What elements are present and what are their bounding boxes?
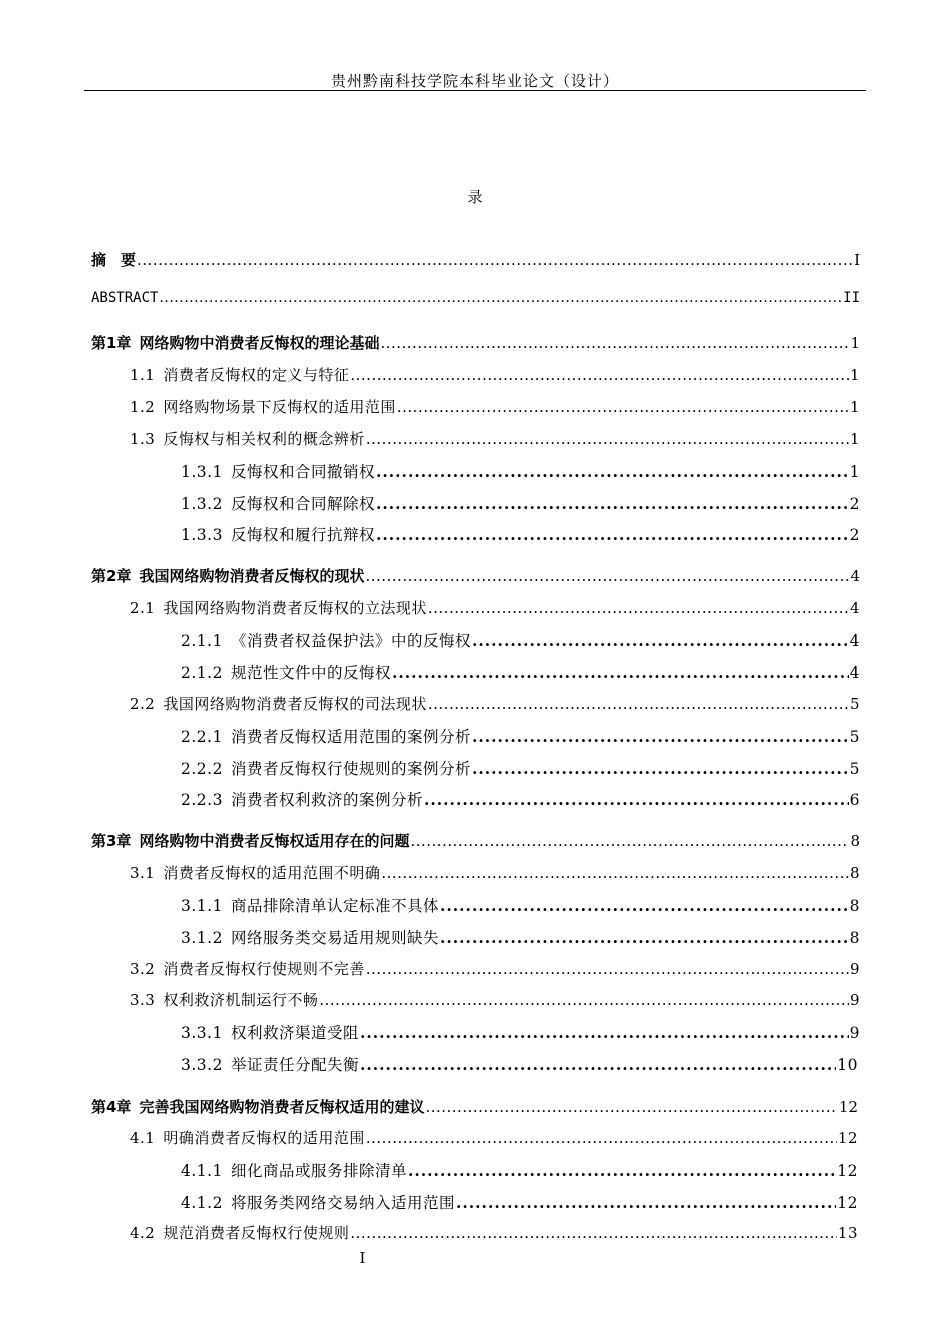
toc-entry-subsection-3-3-1[interactable] <box>181 1021 860 1043</box>
toc-entry-label: 规范性文件中的反悔权 <box>230 664 391 682</box>
toc-entry-section-3-2[interactable] <box>130 958 860 979</box>
toc-leader-dots <box>380 334 849 352</box>
toc-entry-label: 摘 要 <box>91 251 137 269</box>
toc-leader-dots <box>350 1224 837 1242</box>
toc-entry-label: 反悔权和合同撤销权 <box>230 463 375 481</box>
toc-entry-page: 4 <box>849 632 860 650</box>
toc-entry-section-1-1[interactable] <box>130 364 860 385</box>
toc-entry-chapter-1[interactable] <box>91 332 860 353</box>
toc-entry-number: 3.1 <box>130 864 156 882</box>
toc-entry-section-2-1[interactable] <box>130 597 860 618</box>
toc-entry-label: 消费者权利救济的案例分析 <box>230 791 423 809</box>
toc-entry-number: 2.1 <box>130 599 156 617</box>
toc-entry-page: 1 <box>849 366 860 384</box>
toc-entry-page: 12 <box>837 1162 858 1180</box>
toc-entry-subsection-2-1-2[interactable] <box>181 661 860 683</box>
toc-entry-number: 3.3.1 <box>181 1024 223 1042</box>
toc-entry-page: 12 <box>837 1194 858 1212</box>
toc-entry-subsection-1-3-3[interactable] <box>181 523 860 545</box>
toc-entry-label: 反悔权和履行抗辩权 <box>230 526 375 544</box>
toc-entry-label: 网络购物场景下反悔权的适用范围 <box>163 398 396 416</box>
toc-entry-subsection-3-1-2[interactable] <box>181 926 860 948</box>
toc-entry-page: I <box>854 251 860 269</box>
toc-leader-dots <box>159 290 842 306</box>
toc-entry-page: 9 <box>849 991 860 1009</box>
toc-entry-page: 1 <box>849 430 860 448</box>
toc-entry-number: 2.2.3 <box>181 791 223 809</box>
toc-leader-dots <box>392 663 849 682</box>
toc-entry-subsection-3-1-1[interactable] <box>181 894 860 916</box>
toc-entry-page: 9 <box>849 960 860 978</box>
toc-entry-number: 1.3.3 <box>181 526 223 544</box>
toc-entry-number: 1.1 <box>130 366 156 384</box>
toc-leader-dots <box>376 462 849 481</box>
toc-entry-number: 4.1 <box>130 1129 156 1147</box>
toc-entry-label: 网络服务类交易适用规则缺失 <box>230 929 439 947</box>
toc-entry-label: 消费者反悔权的适用范围不明确 <box>163 864 381 882</box>
toc-leader-dots <box>440 928 849 947</box>
toc-entry-section-4-1[interactable] <box>130 1127 858 1148</box>
toc-entry-number: 第3章 <box>91 832 132 850</box>
toc-entry-label: 细化商品或服务排除清单 <box>230 1162 407 1180</box>
toc-entry-number: 3.1.1 <box>181 897 223 915</box>
toc-entry-number: 1.3 <box>130 430 156 448</box>
toc-entry-label: 反悔权和合同解除权 <box>230 495 375 513</box>
toc-entry-page: 10 <box>837 1056 858 1074</box>
toc-leader-dots <box>366 1129 837 1147</box>
toc-leader-dots <box>319 991 849 1009</box>
toc-leader-dots <box>472 631 849 650</box>
toc-entry-chapter-2[interactable] <box>91 565 860 586</box>
toc-leader-dots <box>428 599 849 617</box>
toc-entry-label: 《消费者权益保护法》中的反悔权 <box>230 632 471 650</box>
toc-entry-page: 5 <box>849 760 860 778</box>
toc-entry-section-3-1[interactable] <box>130 862 860 883</box>
toc-entry-number: 4.1.1 <box>181 1162 223 1180</box>
toc-entry-label: 网络购物中消费者反悔权的理论基础 <box>139 334 380 352</box>
toc-entry-number: 2.1.1 <box>181 632 223 650</box>
toc-entry-number: 1.2 <box>130 398 156 416</box>
toc-entry-label: 消费者反悔权行使规则不完善 <box>163 960 365 978</box>
toc-entry-number: 第4章 <box>91 1098 132 1116</box>
toc-entry-number: 2.2 <box>130 695 156 713</box>
toc-leader-dots <box>428 695 849 713</box>
toc-entry-number: 2.2.2 <box>181 760 223 778</box>
toc-entry-page: 8 <box>849 929 860 947</box>
toc-entry-number: 3.3.2 <box>181 1056 223 1074</box>
toc-entry-chapter-3[interactable] <box>91 830 860 851</box>
toc-entry-number: 2.2.1 <box>181 728 223 746</box>
toc-leader-dots <box>350 366 849 384</box>
page-header: 贵州黔南科技学院本科毕业论文（设计） <box>330 72 619 90</box>
toc-entry-label: 完善我国网络购物消费者反悔权适用的建议 <box>139 1098 425 1116</box>
toc-entry-page: 8 <box>849 897 860 915</box>
toc-entry-label: 权利救济机制运行不畅 <box>163 991 319 1009</box>
toc-title: 录 <box>467 188 483 206</box>
toc-entry-abstract-cn[interactable] <box>91 249 860 270</box>
toc-entry-page: 4 <box>849 599 860 617</box>
toc-entry-page: 1 <box>850 334 860 352</box>
toc-entry-number: 3.1.2 <box>181 929 223 947</box>
toc-entry-section-4-2[interactable] <box>130 1222 858 1243</box>
toc-entry-number: 第1章 <box>91 334 132 352</box>
toc-entry-label: 明确消费者反悔权的适用范围 <box>163 1129 365 1147</box>
toc-entry-page: 4 <box>850 567 860 585</box>
toc-entry-number: 3.2 <box>130 960 156 978</box>
toc-leader-dots <box>408 1161 836 1180</box>
toc-leader-dots <box>366 430 849 448</box>
toc-entry-page: 9 <box>849 1024 860 1042</box>
toc-entry-section-1-2[interactable] <box>130 396 860 417</box>
toc-leader-dots <box>360 1023 849 1042</box>
toc-entry-page: 2 <box>849 495 860 513</box>
toc-leader-dots <box>366 960 849 978</box>
toc-leader-dots <box>410 832 849 850</box>
page-number: I <box>359 1249 366 1267</box>
toc-entry-page: 5 <box>849 695 860 713</box>
toc-entry-label: 我国网络购物消费者反悔权的立法现状 <box>163 599 427 617</box>
toc-entry-section-2-2[interactable] <box>130 693 860 714</box>
toc-entry-subsection-2-2-2[interactable] <box>181 757 860 779</box>
toc-entry-page: II <box>843 290 860 306</box>
toc-entry-label: 消费者反悔权行使规则的案例分析 <box>230 760 471 778</box>
toc-entry-page: 8 <box>849 864 860 882</box>
toc-entry-page: 12 <box>837 1129 858 1147</box>
toc-leader-dots <box>397 398 849 416</box>
toc-entry-page: 6 <box>849 791 860 809</box>
toc-entry-subsection-1-3-1[interactable] <box>181 460 860 482</box>
toc-entry-section-1-3[interactable] <box>130 428 860 449</box>
toc-entry-number: 4.2 <box>130 1224 156 1242</box>
toc-entry-number: 1.3.2 <box>181 495 223 513</box>
toc-entry-subsection-4-1-1[interactable] <box>181 1159 858 1181</box>
toc-entry-page: 2 <box>849 526 860 544</box>
toc-entry-label: 举证责任分配失衡 <box>230 1056 359 1074</box>
toc-leader-dots <box>424 790 849 809</box>
toc-entry-page: 4 <box>849 664 860 682</box>
toc-entry-subsection-1-3-2[interactable] <box>181 492 860 514</box>
toc-leader-dots <box>360 1055 836 1074</box>
toc-leader-dots <box>376 494 849 513</box>
toc-entry-label: 权利救济渠道受阻 <box>230 1024 359 1042</box>
toc-entry-subsection-2-1-1[interactable] <box>181 629 860 651</box>
toc-entry-number: 第2章 <box>91 567 132 585</box>
toc-entry-subsection-4-1-2[interactable] <box>181 1191 858 1213</box>
toc-leader-dots <box>472 727 849 746</box>
toc-entry-label: ABSTRACT <box>91 290 159 306</box>
toc-entry-label: 将服务类网络交易纳入适用范围 <box>230 1194 455 1212</box>
toc-entry-page: 12 <box>838 1098 858 1116</box>
toc-leader-dots <box>365 567 849 585</box>
toc-leader-dots <box>472 759 849 778</box>
toc-entry-label: 我国网络购物消费者反悔权的现状 <box>139 567 365 585</box>
toc-entry-subsection-2-2-1[interactable] <box>181 725 860 747</box>
toc-entry-page: 1 <box>849 398 860 416</box>
toc-leader-dots <box>425 1098 837 1116</box>
toc-entry-number: 4.1.2 <box>181 1194 223 1212</box>
toc-leader-dots <box>456 1193 836 1212</box>
toc-entry-label: 商品排除清单认定标准不具体 <box>230 897 439 915</box>
toc-entry-chapter-4[interactable] <box>91 1096 858 1117</box>
toc-entry-number: 1.3.1 <box>181 463 223 481</box>
toc-entry-label: 我国网络购物消费者反悔权的司法现状 <box>163 695 427 713</box>
toc-entry-label: 消费者反悔权的定义与特征 <box>163 366 350 384</box>
toc-leader-dots <box>381 864 849 882</box>
toc-entry-page: 1 <box>849 463 860 481</box>
toc-entry-page: 5 <box>849 728 860 746</box>
toc-entry-number: 3.3 <box>130 991 156 1009</box>
toc-leader-dots <box>376 525 849 544</box>
toc-entry-label: 消费者反悔权适用范围的案例分析 <box>230 728 471 746</box>
toc-entry-page: 13 <box>837 1224 858 1242</box>
toc-entry-section-3-3[interactable] <box>130 989 860 1010</box>
toc-leader-dots <box>440 896 849 915</box>
toc-entry-page: 8 <box>850 832 860 850</box>
toc-entry-abstract-en[interactable] <box>91 290 860 306</box>
toc-entry-subsection-3-3-2[interactable] <box>181 1053 858 1075</box>
toc-entry-label: 网络购物中消费者反悔权适用存在的问题 <box>139 832 410 850</box>
toc-entry-label: 规范消费者反悔权行使规则 <box>163 1224 350 1242</box>
toc-entry-subsection-2-2-3[interactable] <box>181 788 860 810</box>
toc-entry-number: 2.1.2 <box>181 664 223 682</box>
toc-entry-label: 反悔权与相关权利的概念辨析 <box>163 430 365 448</box>
toc-leader-dots <box>137 251 853 269</box>
